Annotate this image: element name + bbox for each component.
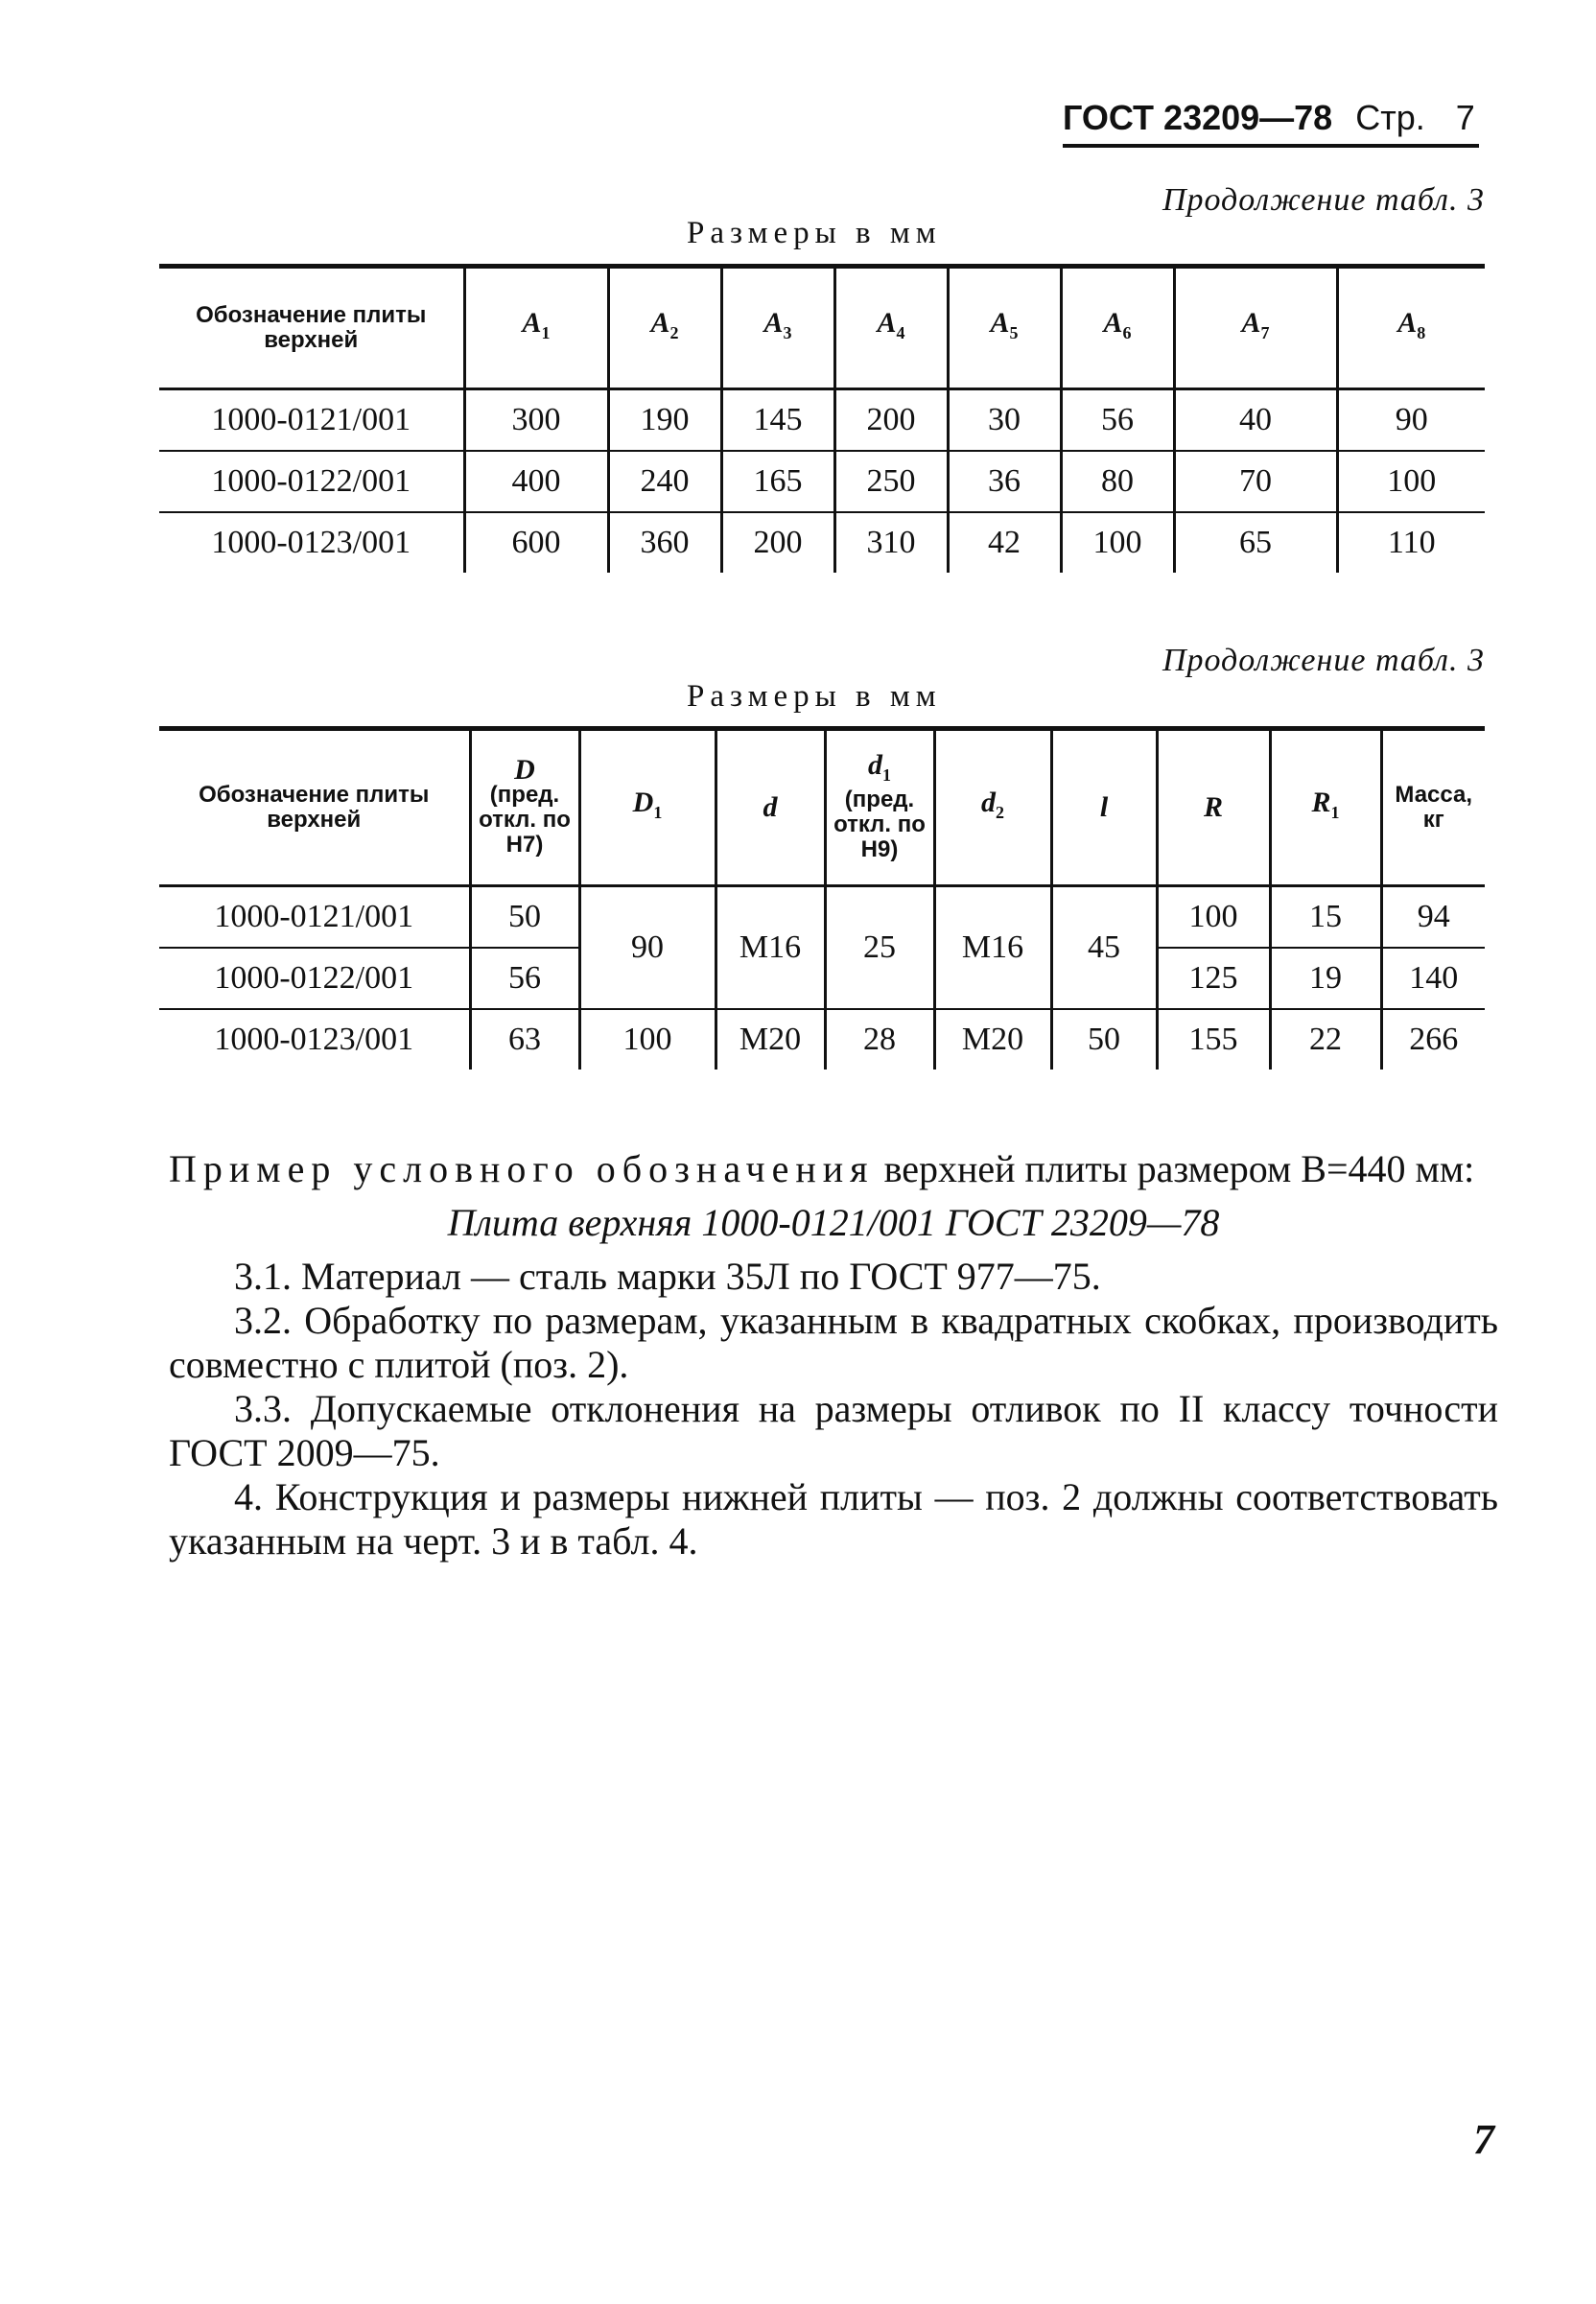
cell-designation: 1000-0122/001 [159,451,464,512]
cell: 360 [608,512,721,573]
col-small-d: d [716,729,825,886]
col-mass: Масса, кг [1381,729,1485,886]
col-d-tolerance: D (пред. откл. по H7) [470,729,579,886]
table1-continuation-label: Продолжение табл. 3 [1162,182,1485,218]
col-a6: $A_6$ [1061,267,1174,389]
table1-header-row [159,267,1485,389]
cell: 250 [834,451,948,512]
cell: 40 [1174,389,1337,452]
cell-small-d-shared: M16 [716,886,825,1010]
cell-designation: 1000-0122/001 [159,948,470,1009]
col-a7: $A_7$ [1174,267,1337,389]
cell-r1: 22 [1270,1009,1381,1070]
cell-mass: 140 [1381,948,1485,1009]
cell: 200 [721,512,834,573]
cell: 36 [948,451,1061,512]
clause-4: 4. Конструкция и размеры нижней плиты — поз. 2 должны соответствовать указанным на черт. 3 и в табл. 4. [169,1475,1498,1563]
col-a4: $A_4$ [834,267,948,389]
cell-l: 50 [1051,1009,1157,1070]
body-text [169,1147,1498,1563]
col-a3: $A_3$ [721,267,834,389]
cell: 310 [834,512,948,573]
col-d1: $D_1$ [579,729,716,886]
cell: 90 [1337,389,1485,452]
col-r1: $R_1$ [1270,729,1381,886]
cell: 65 [1174,512,1337,573]
example-intro [169,1147,1498,1191]
example-designation: Плита верхняя 1000-0121/001 ГОСТ 23209—78 [447,1201,1220,1244]
cell-l-shared: 45 [1051,886,1157,1010]
page-header [1063,98,1475,138]
col-r: R [1157,729,1270,886]
cell-small-d2-shared: M16 [934,886,1051,1010]
col-a5: $A_5$ [948,267,1061,389]
clause-3-1: 3.1. Материал — сталь марки 35Л по ГОСТ 977—75. [234,1255,1101,1298]
table-row [159,1009,1485,1070]
cell-d: 50 [470,886,579,949]
cell: 300 [464,389,608,452]
example-intro-rest: верхней плиты размером B=440 мм: [874,1147,1475,1190]
cell-r1: 19 [1270,948,1381,1009]
cell-r: 125 [1157,948,1270,1009]
col-a1: $A_1$ [464,267,608,389]
cell-d: 63 [470,1009,579,1070]
cell-mass: 266 [1381,1009,1485,1070]
cell-r1: 15 [1270,886,1381,949]
standard-label: ГОСТ [1063,98,1155,137]
cell-d1-shared: 90 [579,886,716,1010]
cell: 110 [1337,512,1485,573]
col-a8: $A_8$ [1337,267,1485,389]
cell-small-d: M20 [716,1009,825,1070]
cell-designation: 1000-0123/001 [159,1009,470,1070]
table1-units-label: Размеры в мм [687,216,942,250]
table2-continuation-label: Продолжение табл. 3 [1162,643,1485,678]
cell-small-d1-shared: 25 [825,886,934,1010]
footer-page-number: 7 [1473,2116,1494,2163]
cell: 165 [721,451,834,512]
cell: 80 [1061,451,1174,512]
cell: 240 [608,451,721,512]
header-page-number: 7 [1455,98,1475,137]
cell-designation: 1000-0121/001 [211,402,411,437]
col-small-d2: $d_2$ [934,729,1051,886]
cell: 30 [948,389,1061,452]
table2-header-row [159,729,1485,886]
cell-designation: 1000-0123/001 [159,512,464,573]
table-row [159,886,1485,949]
cell: 42 [948,512,1061,573]
table-2-upper-plates [159,726,1485,1070]
cell-small-d2: M20 [934,1009,1051,1070]
cell: 145 [721,389,834,452]
cell: 600 [464,512,608,573]
table-row [159,389,1485,452]
cell-d: 56 [470,948,579,1009]
cell: 200 [834,389,948,452]
col-small-d1-tolerance: $d_1$ (пред. откл. по H9) [825,729,934,886]
cell: 100 [1061,512,1174,573]
cell: 100 [1337,451,1485,512]
header-rule [1063,144,1479,148]
table2-units-label: Размеры в мм [687,679,942,714]
col-designation: Обозначение плиты верхней [159,729,470,886]
clause-3-3: 3.3. Допускаемые отклонения на размеры отливок по II классу точности ГОСТ 2009—75. [169,1387,1498,1474]
cell: 56 [1061,389,1174,452]
cell: 400 [464,451,608,512]
clause-3-2: 3.2. Обработку по размерам, указанным в квадратных скобках, производить совместно с плитой (поз. 2). [169,1299,1498,1386]
table-row [159,451,1485,512]
col-l: l [1051,729,1157,886]
cell: 190 [608,389,721,452]
cell-r: 155 [1157,1009,1270,1070]
standard-number: 23209—78 [1163,98,1333,137]
page-word: Стр. [1355,98,1425,137]
cell: 70 [1174,451,1337,512]
cell-designation: 1000-0121/001 [214,899,414,934]
col-a2: $A_2$ [608,267,721,389]
table-1-upper-plates [159,264,1485,573]
cell-small-d1: 28 [825,1009,934,1070]
cell-r: 100 [1157,886,1270,949]
cell-d1: 100 [579,1009,716,1070]
cell-mass: 94 [1381,886,1485,949]
example-intro-spaced: Пример условного обозначения [169,1147,875,1190]
table-row [159,512,1485,573]
col-designation: Обозначение плиты верхней [159,267,464,389]
